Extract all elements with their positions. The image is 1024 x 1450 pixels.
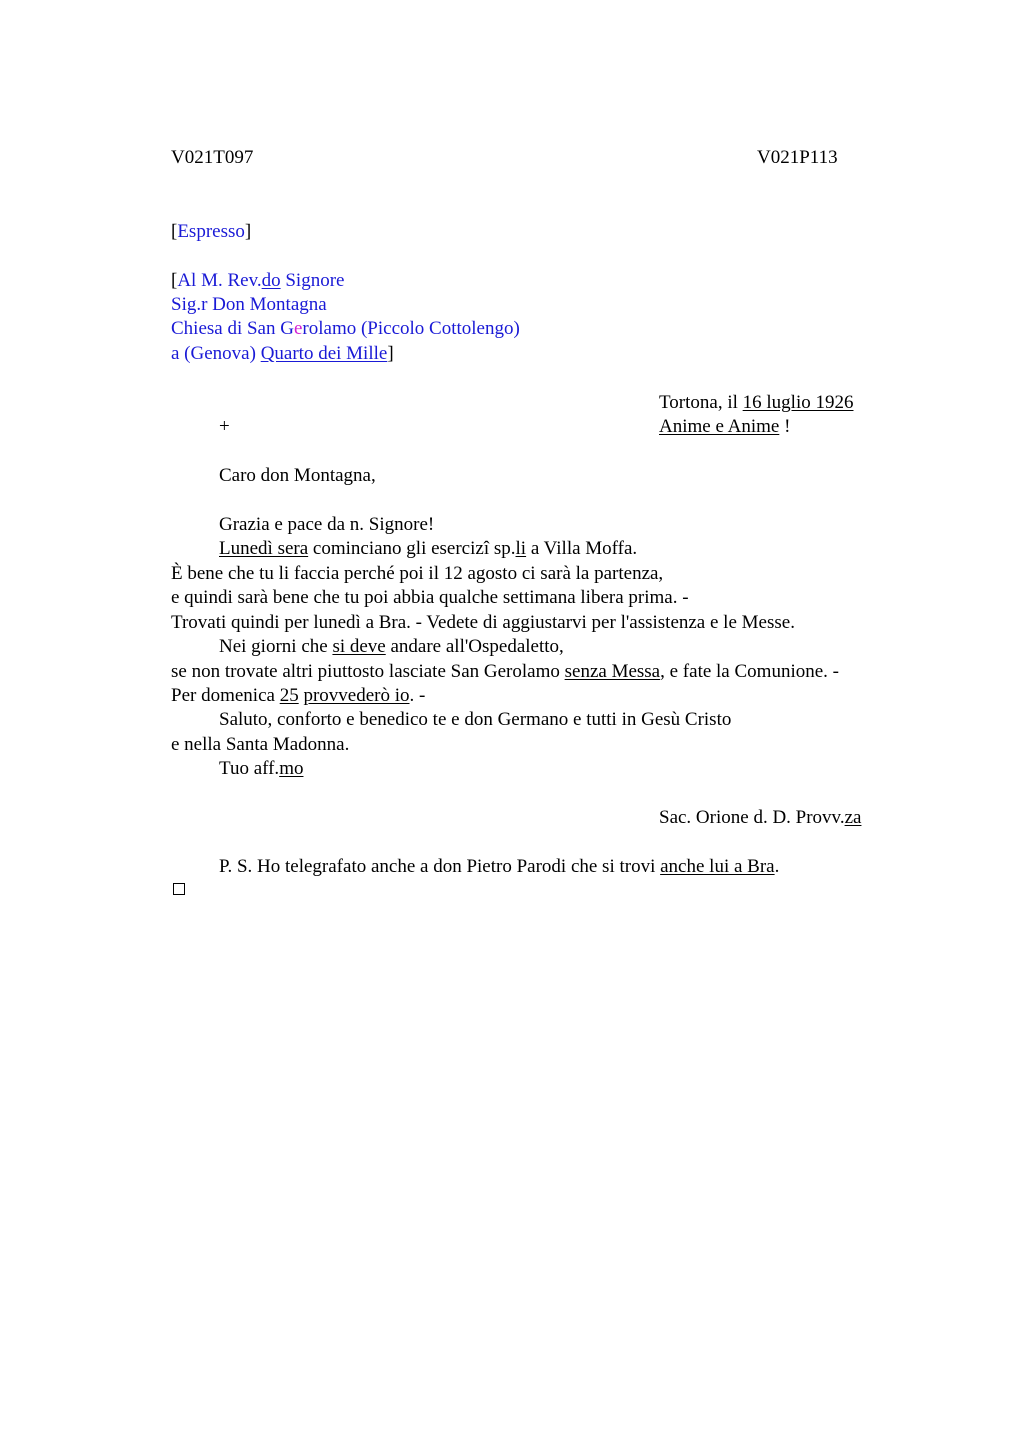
document-code-right: V021P113 — [757, 147, 838, 168]
end-box-marker — [173, 883, 185, 895]
postscript: P. S. Ho telegrafato anche a don Pietro Parodi che si trovi anche lui a Bra. — [219, 856, 780, 877]
greeting: Grazia e pace da n. Signore! — [219, 514, 435, 535]
salutation: Caro don Montagna, — [219, 465, 376, 486]
body-line-3: e quindi sarà bene che tu poi abbia qualche settimana libera prima. - — [171, 587, 689, 608]
body-line-1: Lunedì sera cominciano gli esercizi sp.li a Villa Moffa. — [219, 538, 638, 559]
address-line-1: [Al M. Rev.do Signore — [171, 270, 345, 291]
address-line-3: Chiesa di San Gerolamo (Piccolo Cottolengo) — [171, 318, 520, 339]
espresso-label: Espresso — [177, 221, 245, 242]
body-line-7: Per domenica 25 provvederò io. - — [171, 685, 426, 706]
closing: Tuo aff.mo — [219, 758, 304, 779]
body-line-4: Trovati quindi per lunedì a Bra. - Vedete di aggiustarvi per l'assistenza e le Messe. — [171, 612, 795, 633]
body-line-5: Nei giorni che si deve andare all'Ospedaletto, — [219, 636, 564, 657]
espresso-note: [Espresso] — [171, 221, 252, 242]
body-line-8: Saluto, conforto e benedico te e don Germano e tutti in Gesù Cristo — [219, 709, 732, 730]
motto: Anime e Anime ! — [659, 416, 791, 437]
body-line-6: se non trovate altri piuttosto lasciate San Gerolamo senza Messa, e fate la Comunione. - — [171, 661, 839, 682]
address-line-4: a (Genova) Quarto dei Mille] — [171, 343, 394, 364]
signature: Sac. Orione d. D. Provv.za — [659, 807, 862, 828]
dateline: Tortona, il 16 luglio 1926 — [659, 392, 854, 413]
body-line-9: e nella Santa Madonna. — [171, 734, 350, 755]
document-code-left: V021T097 — [171, 147, 254, 168]
body-line-2: È bene che tu li faccia perché poi il 12 agosto ci sarà la partenza, — [171, 563, 664, 584]
cross-mark: + — [219, 416, 230, 437]
address-line-2: Sig.r Don Montagna — [171, 294, 327, 315]
